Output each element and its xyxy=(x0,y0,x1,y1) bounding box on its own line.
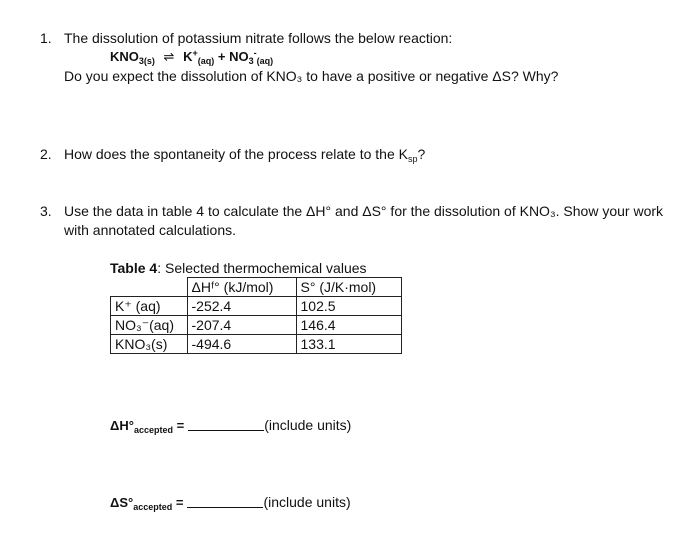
answer-enthalpy-blank[interactable] xyxy=(188,418,264,431)
eq-k: K xyxy=(183,49,193,64)
enthalpy-cell: -207.4 xyxy=(187,316,296,335)
answer-entropy-label: ΔS° xyxy=(110,495,134,510)
question-3-line2: with annotated calculations. xyxy=(64,222,236,238)
header-enthalpy: ΔHᶠ° (kJ/mol) xyxy=(187,278,296,297)
eq-no: NO xyxy=(229,49,249,64)
table-caption-text: : Selected thermochemical values xyxy=(157,260,367,276)
entropy-cell: 133.1 xyxy=(296,335,401,354)
eq-reactant-state: 3(s) xyxy=(138,56,155,66)
equilibrium-arrow-icon: ⇌ xyxy=(163,49,175,64)
table-caption xyxy=(110,260,367,276)
answer-enthalpy-label: ΔH° xyxy=(110,418,134,433)
answer-entropy-sub: accepted xyxy=(133,502,173,512)
eq-k-charge: + xyxy=(192,48,198,58)
thermo-table xyxy=(110,277,402,354)
question-2-number: 2. xyxy=(40,146,52,162)
question-3-line1: Use the data in table 4 to calculate the ΔH° and ΔS° for the dissolution of KNO₃. Show your work xyxy=(64,203,664,219)
answer-entropy xyxy=(110,494,351,510)
species-cell: KNO₃(s) xyxy=(111,335,188,354)
species-cell: K⁺ (aq) xyxy=(111,297,188,316)
question-1-followup: Do you expect the dissolution of KNO₃ to have a positive or negative ΔS? Why? xyxy=(64,68,559,84)
eq-reactant: KNO xyxy=(110,49,139,64)
question-2-end: ? xyxy=(417,146,426,162)
answer-entropy-units: (include units) xyxy=(263,494,351,510)
answer-enthalpy-units: (include units) xyxy=(264,417,352,433)
answer-enthalpy-sub: accepted xyxy=(133,425,173,435)
eq-plus: + xyxy=(217,49,226,64)
reaction-equation xyxy=(110,49,273,65)
header-entropy: S° (J/K·mol) xyxy=(296,278,401,297)
species-cell: NO₃⁻(aq) xyxy=(111,316,188,335)
question-2-main: How does the spontaneity of the process relate to the K xyxy=(64,146,408,162)
table-row xyxy=(111,316,402,335)
eq-no-sub: 3 xyxy=(248,56,254,66)
question-2-text xyxy=(64,146,425,162)
eq-no-state: (aq) xyxy=(256,56,274,66)
table-row xyxy=(111,297,402,316)
answer-enthalpy xyxy=(110,417,351,433)
eq-no-charge: - xyxy=(253,48,257,58)
answer-entropy-eq: = xyxy=(175,495,184,510)
table-corner xyxy=(111,278,188,297)
ksp-subscript: sp xyxy=(407,154,418,164)
enthalpy-cell: -252.4 xyxy=(187,297,296,316)
enthalpy-cell: -494.6 xyxy=(187,335,296,354)
question-3-number: 3. xyxy=(40,203,52,219)
eq-k-state: (aq) xyxy=(197,56,215,66)
question-1-text: The dissolution of potassium nitrate follows the below reaction: xyxy=(64,30,453,46)
answer-enthalpy-eq: = xyxy=(176,418,185,433)
table-caption-label: Table 4 xyxy=(110,260,158,276)
entropy-cell: 102.5 xyxy=(296,297,401,316)
entropy-cell: 146.4 xyxy=(296,316,401,335)
table-header-row xyxy=(111,278,402,297)
table-row xyxy=(111,335,402,354)
answer-entropy-blank[interactable] xyxy=(187,495,263,508)
question-1-number: 1. xyxy=(40,30,52,46)
